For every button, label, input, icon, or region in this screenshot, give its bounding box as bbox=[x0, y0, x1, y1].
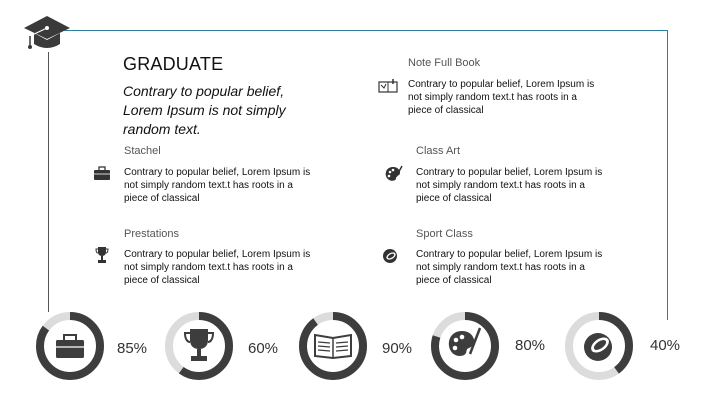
briefcase-icon bbox=[56, 335, 84, 358]
graduation-cap-icon bbox=[22, 14, 72, 54]
progress-label-book: 90% bbox=[382, 340, 413, 357]
progress-ring-sport bbox=[564, 311, 634, 381]
progress-ring-trophy bbox=[164, 311, 234, 381]
frame-top-line bbox=[62, 30, 668, 31]
frame-left-line bbox=[48, 52, 49, 312]
briefcase-icon bbox=[93, 166, 111, 181]
item-text-class-art: Contrary to popular belief, Lorem Ipsum is not simply random text.t has roots in a piece of classical bbox=[416, 167, 603, 204]
trophy-icon bbox=[185, 329, 213, 361]
palette-icon bbox=[449, 328, 480, 356]
progress-label-briefcase: 85% bbox=[117, 340, 148, 357]
progress-label-trophy: 60% bbox=[248, 340, 279, 357]
page-subtitle: Contrary to popular belief, Lorem Ipsum is not simply random text. bbox=[123, 83, 286, 137]
sport-ball-icon bbox=[584, 333, 612, 361]
notebook-icon bbox=[378, 78, 398, 94]
item-text-note-full-book: Contrary to popular belief, Lorem Ipsum is not simply random text.t has roots in a piece of classical bbox=[408, 79, 595, 116]
sport-ball-icon bbox=[382, 248, 400, 264]
progress-label-sport: 40% bbox=[650, 337, 681, 354]
progress-ring-book bbox=[298, 311, 368, 381]
item-text-prestations: Contrary to popular belief, Lorem Ipsum is not simply random text.t has roots in a piece of classical bbox=[124, 249, 311, 286]
item-heading-class-art: Class Art bbox=[416, 145, 461, 157]
frame-right-line bbox=[667, 30, 668, 320]
item-text-stachel: Contrary to popular belief, Lorem Ipsum is not simply random text.t has roots in a piece of classical bbox=[124, 167, 311, 204]
palette-icon bbox=[384, 165, 404, 183]
progress-ring-palette bbox=[430, 311, 500, 381]
item-heading-prestations: Prestations bbox=[124, 228, 180, 240]
item-heading-note-full-book: Note Full Book bbox=[408, 57, 481, 69]
trophy-icon bbox=[95, 246, 109, 264]
page-title: GRADUATE bbox=[123, 54, 224, 74]
item-text-sport-class: Contrary to popular belief, Lorem Ipsum is not simply random text.t has roots in a piece of classical bbox=[416, 249, 603, 286]
progress-ring-briefcase bbox=[35, 311, 105, 381]
item-heading-stachel: Stachel bbox=[124, 145, 161, 157]
open-book-icon bbox=[315, 335, 351, 358]
item-heading-sport-class: Sport Class bbox=[416, 228, 473, 240]
progress-label-palette: 80% bbox=[515, 337, 546, 354]
